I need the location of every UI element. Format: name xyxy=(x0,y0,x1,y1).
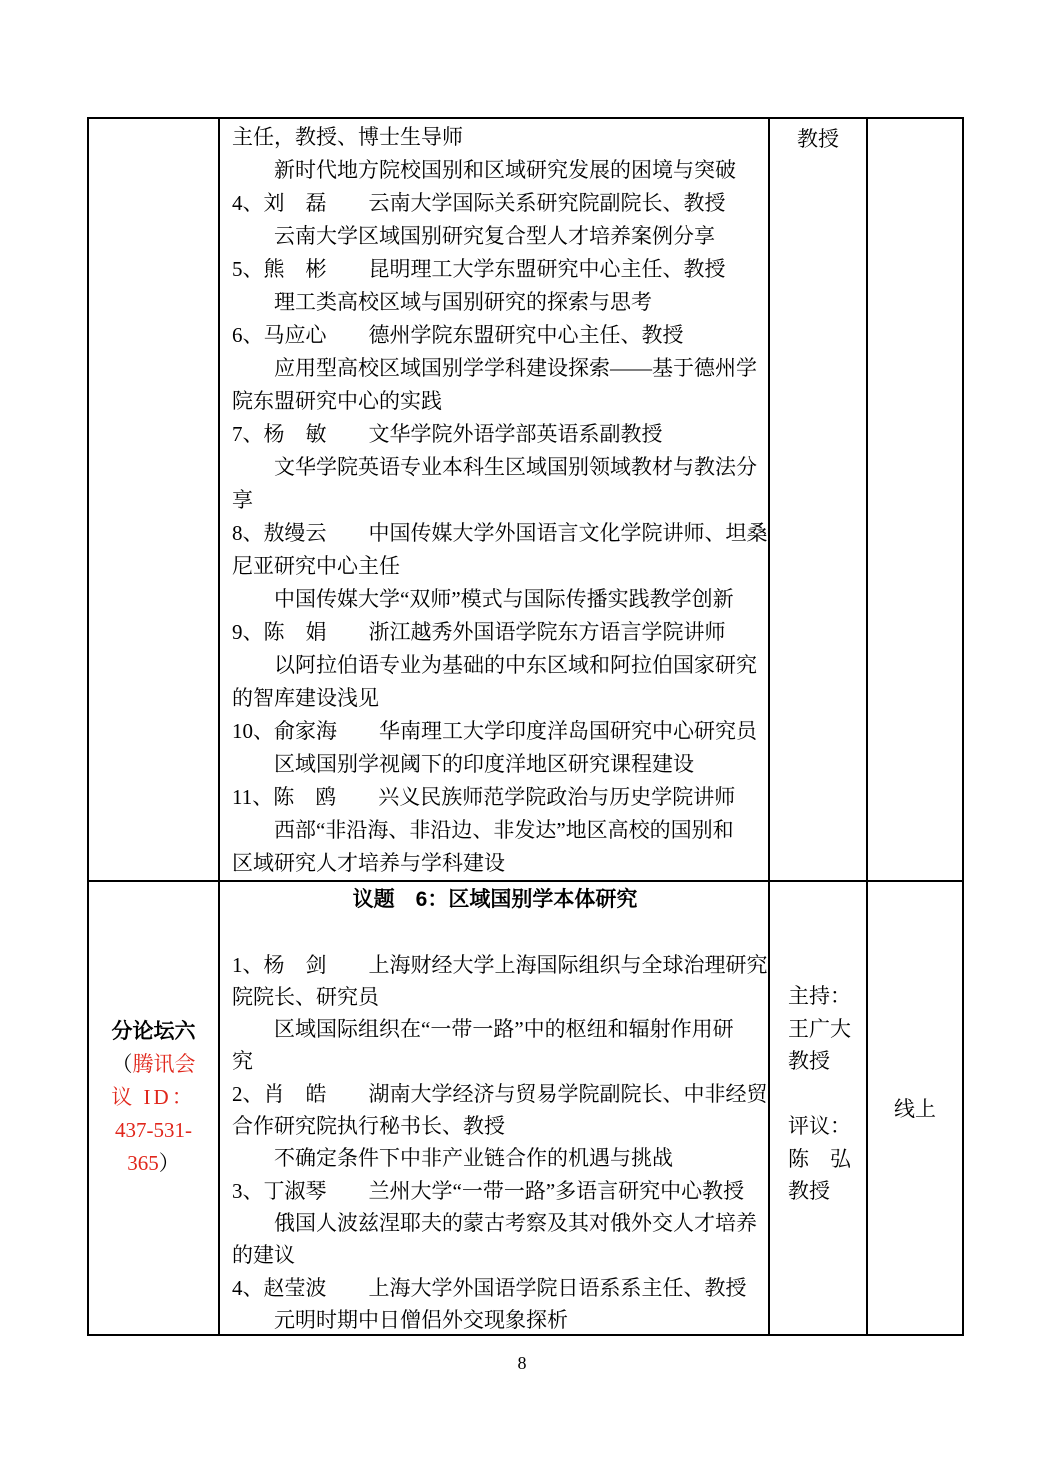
agenda-line: 不确定条件下中非产业链合作的机遇与挑战 xyxy=(274,1146,673,1171)
agenda-line: 的建议 xyxy=(232,1243,295,1268)
agenda-line: 主任，教授、博士生导师 xyxy=(232,125,463,149)
mode-cell-empty xyxy=(868,119,962,880)
forum-label-cell-empty xyxy=(89,119,220,880)
meeting-id-line-1 xyxy=(112,1048,196,1081)
meeting-id-last-digits: 365 xyxy=(127,1150,159,1175)
tencent-meeting-text: 腾讯会 xyxy=(132,1051,196,1076)
moderator-cell xyxy=(770,882,868,1334)
agenda-line: 院东盟研究中心的实践 xyxy=(232,389,442,413)
agenda-line: 5、熊 彬 昆明理工大学东盟研究中心主任、教授 xyxy=(232,257,726,281)
agenda-line: 院院长、研究员 xyxy=(232,984,379,1009)
agenda-line: 区域研究人才培养与学科建设 xyxy=(232,851,505,875)
agenda-line: 以阿拉伯语专业为基础的中东区域和阿拉伯国家研究 xyxy=(274,653,757,677)
meeting-id-line-3: 437-531- xyxy=(115,1117,192,1142)
agenda-lines xyxy=(232,949,768,1334)
agenda-line: 中国传媒大学“双师”模式与国际传播实践教学创新 xyxy=(274,587,734,611)
moderator-line xyxy=(788,1078,866,1111)
agenda-line: 文华学院英语专业本科生区域国别领域教材与教法分 xyxy=(274,455,757,479)
agenda-line: 4、刘 磊 云南大学国际关系研究院副院长、教授 xyxy=(232,191,726,215)
agenda-line: 10、俞家海 华南理工大学印度洋岛国研究中心研究员 xyxy=(232,719,757,743)
table-row-forum6 xyxy=(89,882,962,1334)
agenda-line: 云南大学区域国别研究复合型人才培养案例分享 xyxy=(274,224,715,248)
agenda-line: 尼亚研究中心主任 xyxy=(232,554,400,578)
meeting-id-line-4 xyxy=(127,1147,180,1180)
mode-label: 线上 xyxy=(894,1097,936,1121)
agenda-cell xyxy=(220,882,770,1334)
meeting-id-line-2: 议 ID： xyxy=(111,1084,196,1109)
moderator-cell xyxy=(770,119,868,880)
agenda-line: 合作研究院执行秘书长、教授 xyxy=(232,1114,505,1139)
agenda-line: 西部“非沿海、非沿边、非发达”地区高校的国别和 xyxy=(274,818,734,842)
page-number: 8 xyxy=(517,1353,527,1373)
agenda-line: 8、敖缦云 中国传媒大学外国语言文化学院讲师、坦桑 xyxy=(232,521,768,545)
agenda-line: 区域国别学视阈下的印度洋地区研究课程建设 xyxy=(274,752,694,776)
agenda-line: 享 xyxy=(232,488,253,512)
agenda-line: 新时代地方院校国别和区域研究发展的困境与突破 xyxy=(274,158,736,182)
close-paren: ） xyxy=(158,1150,180,1175)
agenda-line: 4、赵莹波 上海大学外国语学院日语系系主任、教授 xyxy=(232,1275,747,1300)
agenda-line: 的智库建设浅见 xyxy=(232,686,379,710)
forum-label-cell xyxy=(89,882,220,1334)
moderator-line: 王广大 xyxy=(788,1016,851,1041)
open-paren: （ xyxy=(111,1051,133,1076)
agenda-line: 俄国人波兹涅耶夫的蒙古考察及其对俄外交人才培养 xyxy=(274,1210,757,1235)
agenda-line: 3、丁淑琴 兰州大学“一带一路”多语言研究中心教授 xyxy=(232,1178,745,1203)
agenda-line: 6、马应心 德州学院东盟研究中心主任、教授 xyxy=(232,323,684,347)
agenda-line: 理工类高校区域与国别研究的探索与思考 xyxy=(274,290,652,314)
conference-schedule-table xyxy=(87,117,964,1336)
agenda-cell xyxy=(220,119,770,880)
moderator-title-continued: 教授 xyxy=(797,127,839,151)
forum-name: 分论坛六 xyxy=(111,1019,196,1043)
mode-cell xyxy=(868,882,962,1334)
agenda-line: 11、陈 鸥 兴义民族师范学院政治与历史学院讲师 xyxy=(232,785,736,809)
agenda-line: 应用型高校区域国别学学科建设探索——基于德州学 xyxy=(274,356,757,380)
agenda-line: 1、杨 剑 上海财经大学上海国际组织与全球治理研究 xyxy=(232,952,768,977)
moderator-line: 主持： xyxy=(788,984,851,1008)
agenda-line: 区域国际组织在“一带一路”中的枢纽和辐射作用研 xyxy=(274,1017,734,1042)
table-row-forum5-continued xyxy=(89,119,962,882)
agenda-line: 究 xyxy=(232,1049,253,1074)
moderator-line: 教授 xyxy=(788,1179,830,1203)
agenda-line: 7、杨 敏 文华学院外语学部英语系副教授 xyxy=(232,422,663,446)
moderator-line: 评议： xyxy=(788,1114,851,1138)
moderator-line: 教授 xyxy=(788,1049,830,1073)
agenda-line: 元明时期中日僧侣外交现象探析 xyxy=(274,1307,568,1332)
topic-heading: 议题 6：区域国别学本体研究 xyxy=(352,888,638,911)
agenda-line: 9、陈 娟 浙江越秀外国语学院东方语言学院讲师 xyxy=(232,620,726,644)
agenda-line: 2、肖 皓 湖南大学经济与贸易学院副院长、中非经贸 xyxy=(232,1081,768,1106)
moderator-line: 陈 弘 xyxy=(788,1146,851,1171)
